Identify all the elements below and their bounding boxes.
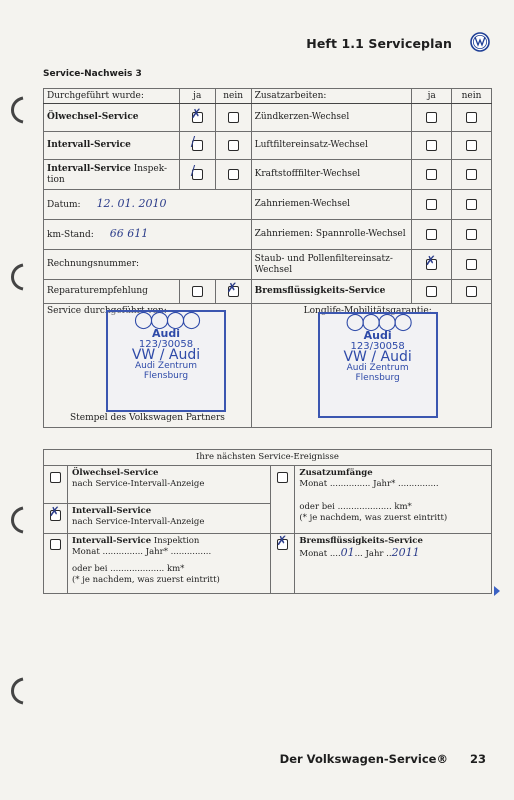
service-stamp-cell [44,304,252,428]
right-header-ja: ja [412,89,452,104]
km-field[interactable]: km-Stand: 66 611 [44,220,252,250]
next-inspection-checkbox[interactable] [50,539,61,550]
kraftstofffilter-label: Kraftstofffilter-Wechsel [251,160,412,190]
audi-rings-icon: ◯◯◯◯ [345,312,410,332]
zahnriemen-ja-checkbox[interactable] [426,199,437,210]
section-label: Service-Nachweis 3 [43,69,142,79]
interval-nein-checkbox[interactable] [228,140,239,151]
reparatur-nein-checkbox[interactable] [226,280,239,297]
bremsfluessigkeit-ja-checkbox[interactable] [426,286,437,297]
next-zusatz-cell: Zusatzumfänge Monat ............... Jahr* ............... oder bei .................... km* (* je nachdem, was zuerst eintritt) [295,466,492,534]
bremsfluessigkeit-label: Bremsflüssigkeits-Service [251,280,412,304]
check-mark-icon: ✗ [48,505,60,520]
interval-ja-checkbox[interactable] [190,134,203,151]
next-brake-month-value: 01 [340,546,355,559]
next-brake-cell: Bremsflüssigkeits-Service Monat ....01... Jahr ..2011 [295,534,492,594]
next-oil-checkbox[interactable] [50,472,61,483]
oil-service-label: Ölwechsel-Service [44,104,180,132]
kraftstofffilter-nein-checkbox[interactable] [466,169,477,180]
binding-ring-icon [5,262,27,292]
check-mark-icon: ✗ [226,280,238,296]
next-brake-checkbox[interactable] [276,534,288,550]
binding-ring-icon [5,95,27,125]
zahnriemen-label: Zahnriemen-Wechsel [251,190,412,220]
left-header-nein: nein [215,89,251,104]
page-number: 23 [469,752,486,766]
check-mark-icon: / [190,134,196,150]
next-events-table [43,449,492,594]
datum-field[interactable]: Datum: 12. 01. 2010 [44,190,252,220]
datum-value: 12. 01. 2010 [96,197,167,210]
audi-rings-icon: ◯◯◯◯ [133,310,199,330]
vw-logo-icon [470,32,490,52]
pollenfilter-nein-checkbox[interactable] [466,259,477,270]
next-inspection-cell: Intervall-Service Inspektion Monat ............... Jahr* ............... oder bei .................... km* (* je nachdem, was zuerst eintritt) [67,534,270,594]
reparatur-label: Reparaturempfehlung [44,280,180,304]
zahnriemen-nein-checkbox[interactable] [466,199,477,210]
next-brake-year-value: 2011 [391,546,420,559]
service-record-table [43,88,492,428]
pollenfilter-ja-checkbox[interactable] [425,253,437,270]
oil-ja-checkbox[interactable] [190,106,203,123]
reparatur-ja-checkbox[interactable] [192,286,203,297]
zundkerzen-label: Zündkerzen-Wechsel [251,104,412,132]
zundkerzen-ja-checkbox[interactable] [426,112,437,123]
service-by-label: Service durchgeführt von: [47,306,167,316]
kraftstofffilter-ja-checkbox[interactable] [426,169,437,180]
check-mark-icon: ✗ [276,534,288,549]
luftfilter-label: Luftfiltereinsatz-Wechsel [251,132,412,160]
arrow-right-icon [494,586,500,596]
check-mark-icon: / [190,163,196,179]
inspection-nein-checkbox[interactable] [228,169,239,180]
check-mark-icon: ✗ [425,253,437,269]
next-interval-cell: Intervall-Service nach Service-Intervall-Anzeige [67,504,270,534]
spannrolle-nein-checkbox[interactable] [466,229,477,240]
page-header-title: Heft 1.1 Serviceplan [306,36,452,51]
spannrolle-label: Zahnriemen: Spannrolle-Wechsel [251,220,412,250]
next-events-title: Ihre nächsten Service-Ereignisse [44,450,492,466]
next-zusatz-checkbox[interactable] [277,472,288,483]
longlife-label: Longlife-Mobilitätsgarantie: [303,306,432,316]
left-header-label: Durchgeführt wurde: [44,89,180,104]
pollenfilter-label: Staub- und Pollenfiltereinsatz-Wechsel [251,250,412,280]
dealer-stamp: ◯◯◯◯ Audi 123/30058 VW / Audi Audi Zentrum Flensburg [106,310,226,412]
km-value: 66 611 [109,227,149,240]
right-header-label: Zusatzarbeiten: [251,89,412,104]
bremsfluessigkeit-nein-checkbox[interactable] [466,286,477,297]
interval-service-label: Intervall-Service [44,132,180,160]
luftfilter-ja-checkbox[interactable] [426,140,437,151]
spannrolle-ja-checkbox[interactable] [426,229,437,240]
page-footer: Der Volkswagen-Service® 23 [279,752,486,766]
next-interval-checkbox[interactable] [48,505,61,521]
inspection-service-label: Intervall-Service Inspek-tion [44,160,180,190]
rechnungsnummer-field[interactable]: Rechnungsnummer: [44,250,252,280]
binding-ring-icon [5,505,27,535]
zundkerzen-nein-checkbox[interactable] [466,112,477,123]
check-mark-icon: ✗ [190,106,202,122]
longlife-cell [251,304,491,428]
luftfilter-nein-checkbox[interactable] [466,140,477,151]
next-oil-cell: Ölwechsel-Service nach Service-Intervall-Anzeige [67,466,270,504]
left-header-ja: ja [179,89,215,104]
stempel-label: Stempel des Volkswagen Partners [70,413,225,423]
right-header-nein: nein [452,89,492,104]
inspection-ja-checkbox[interactable] [190,163,203,180]
oil-nein-checkbox[interactable] [228,112,239,123]
binding-ring-icon [5,676,27,706]
longlife-stamp: ◯◯◯◯ Audi 123/30058 VW / Audi Audi Zentrum Flensburg [318,312,438,418]
